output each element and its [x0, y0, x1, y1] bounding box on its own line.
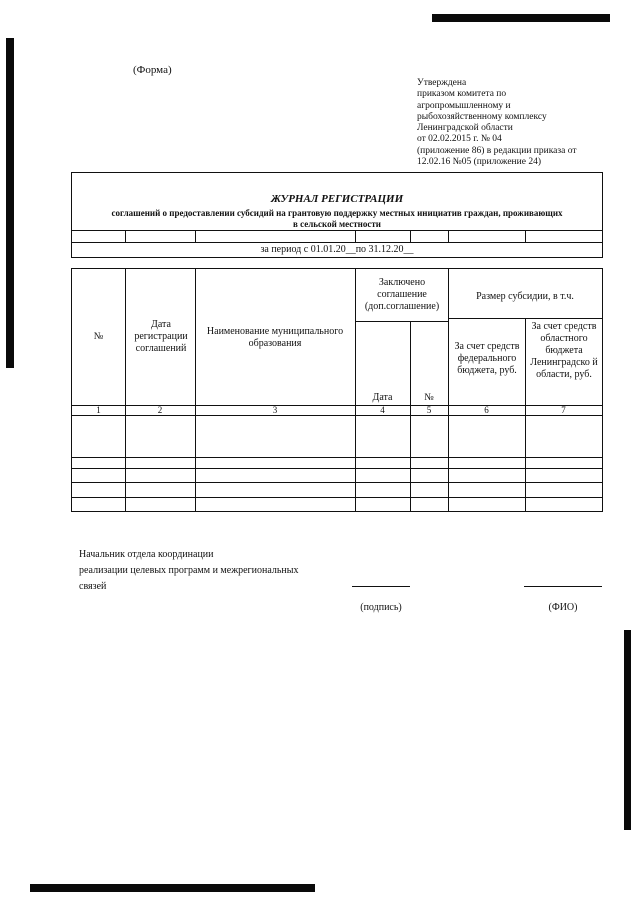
- approval-line: рыбохозяйственному комплексу: [417, 111, 547, 122]
- header-subsidy: Размер субсидии, в т.ч.: [476, 291, 574, 302]
- approval-line: агропромышленному и: [417, 100, 511, 111]
- col-line: [125, 269, 126, 511]
- strip-divider: [448, 230, 449, 242]
- table-row-line: [72, 497, 602, 498]
- table-row-line: [72, 482, 602, 483]
- index-cell: 3: [272, 405, 278, 415]
- index-cell: 7: [561, 405, 566, 415]
- scan-edge-bottom: [30, 884, 315, 892]
- strip-top-line: [72, 230, 602, 231]
- header-registration-date: Дата регистрации соглашений: [134, 319, 188, 354]
- form-label: (Форма): [133, 64, 172, 76]
- approval-line: (приложение 86) в редакции приказа от: [417, 145, 577, 156]
- header-municipality: Наименование муниципального образования: [206, 326, 344, 349]
- header-regional: За счет средств областного бюджета Ленинградско й области, руб.: [530, 321, 598, 380]
- signatory-position-2: реализации целевых программ и межрегиональных: [79, 565, 299, 576]
- strip-divider: [355, 230, 356, 242]
- header-concluded-number: №: [424, 392, 434, 403]
- concluded-subheader-line: [355, 321, 448, 322]
- header-number: №: [93, 331, 104, 342]
- signature-line: [352, 586, 410, 587]
- header-concluded-date: Дата: [372, 392, 393, 403]
- index-cell: 4: [380, 405, 385, 415]
- journal-title: ЖУРНАЛ РЕГИСТРАЦИИ: [270, 193, 404, 205]
- strip-bottom-line: [72, 242, 602, 243]
- table-row-line: [72, 468, 602, 469]
- table-row-line: [72, 457, 602, 458]
- approval-line: Ленинградской области: [417, 123, 513, 134]
- index-cell: 2: [157, 405, 163, 415]
- approval-line: Утверждена: [417, 78, 467, 88]
- scan-edge-right: [624, 630, 631, 830]
- registration-table: [71, 268, 603, 512]
- name-line: [524, 586, 602, 587]
- header-federal: За счет средств федерального бюджета, руб.: [454, 341, 520, 376]
- signature-label: (подпись): [360, 602, 402, 613]
- index-cell: 5: [426, 405, 432, 415]
- journal-subtitle-1: соглашений о предоставлении субсидий на грантовую поддержку местных инициатив граждан, проживающих: [111, 208, 563, 218]
- col-line: [355, 269, 356, 511]
- name-label: (ФИО): [548, 602, 578, 613]
- scan-edge-left: [6, 38, 14, 368]
- journal-header-box: [71, 172, 603, 258]
- subsidy-subheader-line: [448, 318, 602, 319]
- approval-line: 12.02.16 №05 (приложение 24): [417, 157, 541, 168]
- scan-edge-top: [432, 14, 610, 22]
- strip-divider: [195, 230, 196, 242]
- col-line: [448, 269, 449, 511]
- strip-divider: [125, 230, 126, 242]
- strip-divider: [410, 230, 411, 242]
- col-line: [195, 269, 196, 511]
- journal-subtitle-2: в сельской местности: [293, 219, 381, 229]
- signatory-position-3: связей: [79, 581, 107, 592]
- approval-line: приказом комитета по: [417, 89, 507, 100]
- index-cell: 1: [96, 405, 101, 415]
- approval-block: [417, 78, 617, 168]
- approval-line: от 02.02.2015 г. № 04: [417, 134, 502, 145]
- signatory-position-1: Начальник отдела координации: [79, 549, 214, 560]
- header-concluded: Заключено соглашение (доп.соглашение): [364, 277, 440, 312]
- strip-divider: [525, 230, 526, 242]
- journal-period: за период с 01.01.20__по 31.12.20__: [260, 244, 414, 255]
- index-cell: 6: [484, 405, 489, 415]
